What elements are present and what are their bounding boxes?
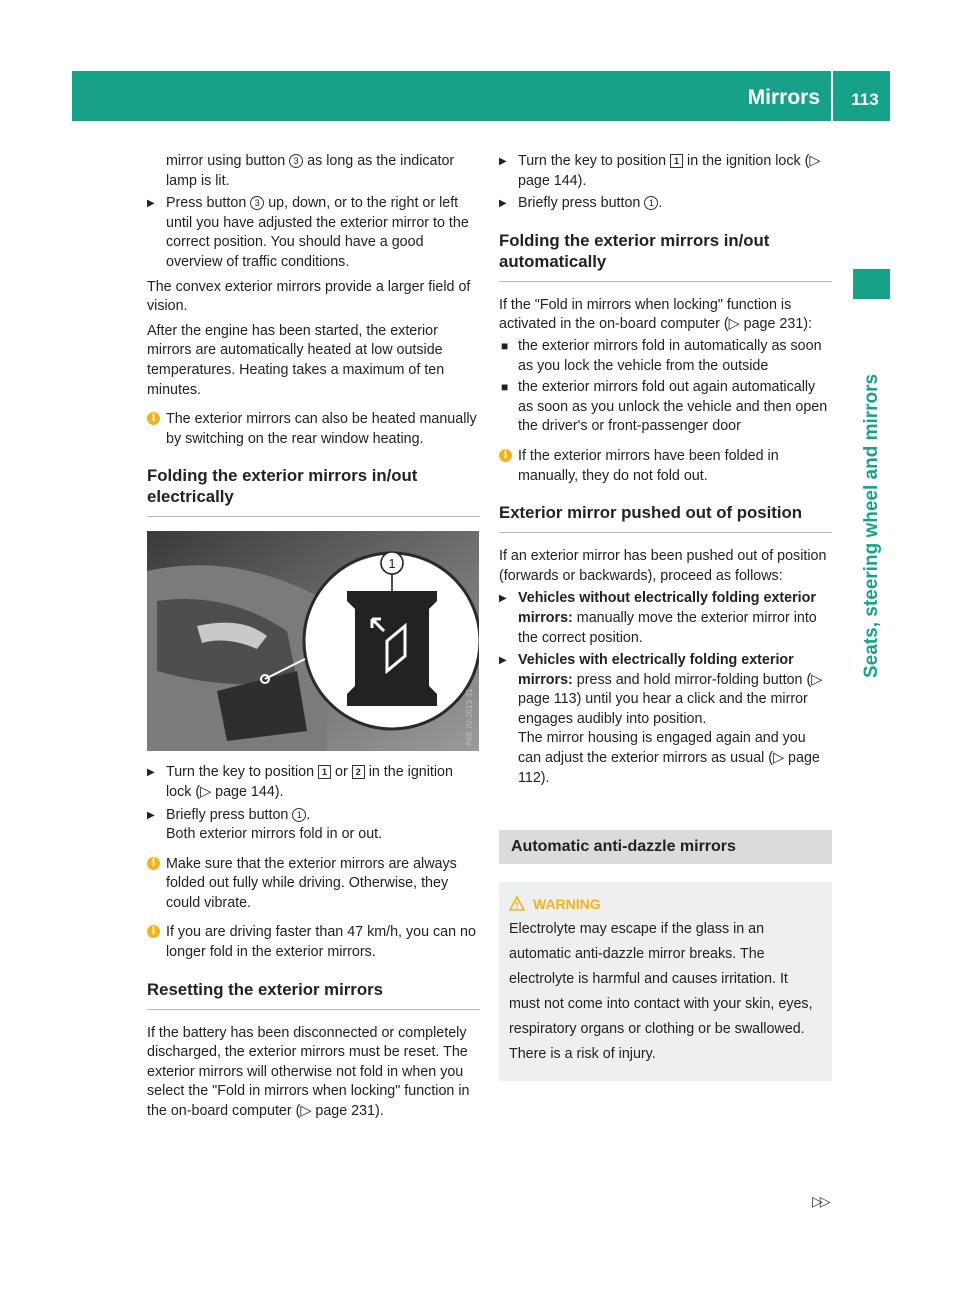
header-separator [831,71,833,121]
paragraph: The convex exterior mirrors provide a larger field of vision. [147,278,471,315]
instruction-step: ▶ Turn the key to position 1 or 2 in the ignition lock (▷ page 144). [147,764,453,800]
button-marker: 1 [292,808,306,822]
info-note: i If you are driving faster than 47 km/h, you can no longer fold in the exterior mirrors. [147,923,480,962]
section-heading: Exterior mirror pushed out of position [499,502,832,533]
side-tab [854,320,890,700]
button-marker: 3 [250,196,264,210]
step-arrow-icon: ▶ [147,767,155,779]
warning-title: WARNING [509,892,820,917]
instruction-step: ▶ Press button 3 up, down, or to the right or left until you have adjusted the exterior mirror to the correct position. You should have a good overview of traffic conditions. [147,195,469,270]
page-ref-icon: ▷ [728,316,740,333]
list-item: ■ the exterior mirrors fold out again automatically as soon as you unlock the vehicle and then open the driver's or front-passenger door [501,379,828,435]
page-reference[interactable]: page 231 [315,1103,376,1120]
page-reference[interactable]: page 144 [518,172,578,189]
page-number: 113 [851,90,879,109]
bullet-icon: ■ [501,338,509,353]
button-marker: 3 [289,154,303,168]
button-marker: 1 [644,196,658,210]
page-ref-icon: ▷ [300,1103,312,1120]
page-ref-icon: ▷ [811,671,823,688]
instruction-step: ▶ Briefly press button 1 . [499,194,832,214]
paragraph: If the battery has been disconnected or completely discharged, the exterior mirrors must be reset. The exterior mirrors will otherwise not fold in when you select the "Fold in mirrors when locking" function in the on-board computer (▷ page 231). [147,1024,470,1120]
bullet-icon: ■ [501,380,509,395]
info-note: i The exterior mirrors can also be heated manually by switching on the rear window heating. [147,410,480,449]
info-note: i If the exterior mirrors have been folded in manually, they do not fold out. [499,447,832,486]
instruction-step: ▶ Vehicles without electrically folding exterior mirrors: manually move the exterior mirror into the correct position. [499,590,817,646]
page-title: Mirrors [747,86,820,109]
warning-triangle-icon [509,896,525,911]
door-panel-illustration [147,531,479,751]
step-arrow-icon: ▶ [499,156,507,167]
page-ref-icon: ▷ [809,153,821,169]
page-reference[interactable]: page 113 [518,691,577,708]
info-icon: i [147,857,160,870]
paragraph: After the engine has been started, the exterior mirrors are automatically heated at low outside temperatures. Heating takes a maximum of ten minutes. [147,322,445,398]
info-icon: i [147,925,160,938]
page-reference[interactable]: page 112 [518,750,820,786]
continued-icon: ▷▷ [812,1193,828,1209]
paragraph: If the "Fold in mirrors when locking" function is activated in the on-board computer (▷ page 231): [499,296,813,333]
page-reference[interactable]: page 144 [215,783,275,800]
paragraph: If an exterior mirror has been pushed out of position (forwards or backwards), proceed as follows: [499,548,827,584]
door-panel-figure [147,531,479,751]
side-tab-label: Seats, steering wheel and mirrors [861,373,882,678]
page-ref-icon: ▷ [200,783,212,800]
key-position-marker: 2 [352,765,365,779]
step-arrow-icon: ▶ [499,198,507,210]
step-arrow-icon: ▶ [147,809,155,821]
page-ref-icon: ▷ [773,750,785,767]
info-note: i Make sure that the exterior mirrors are always folded out fully while driving. Otherwise, they could vibrate. [147,855,480,914]
step-arrow-icon: ▶ [499,593,507,605]
section-heading: Resetting the exterior mirrors [147,979,480,1010]
instruction-step: ▶ Vehicles with electrically folding exterior mirrors: press and hold mirror-folding button (▷ page 113) until you hear a click and the mirror engages audibly into position. The mirror housing is engaged again and you can adjust the exterior mirrors as usual (▷ page 112). [499,652,823,786]
warning-text: Electrolyte may escape if the glass in an automatic anti-dazzle mirror breaks. The electrolyte is harmful and causes irritation. It must not come into contact with your skin, eyes, respiratory organs or clothing or be swallowed. There is a risk of injury. [509,921,813,1063]
section-heading: Folding the exterior mirrors in/out automatically [499,230,832,282]
side-tab-marker [853,269,890,299]
right-column [499,152,832,1081]
key-position-marker: 1 [670,154,683,168]
info-icon: i [499,449,512,462]
step-arrow-icon: ▶ [499,655,507,667]
instruction-step: ▶ Turn the key to position 1 in the ignition lock (▷ page 144). [499,153,821,189]
step-arrow-icon: ▶ [147,198,155,210]
section-heading: Folding the exterior mirrors in/out electrically [147,465,480,517]
key-position-marker: 1 [318,765,331,779]
instruction-step: ▶ Briefly press button 1 . Both exterior mirrors fold in or out. [147,806,383,843]
figure-marker-1: 1 [388,556,396,572]
figure-code: P68.70-2613-31 [465,688,474,747]
left-column [147,152,480,1122]
page-reference[interactable]: page 231 [743,316,804,333]
warning-box [499,882,832,1081]
info-icon: i [147,412,160,425]
list-item: ■ the exterior mirrors fold in automatically as soon as you lock the vehicle from the outside [501,337,822,374]
paragraph: mirror using button 3 as long as the indicator lamp is lit. [166,153,455,189]
section-title-bar: Automatic anti-dazzle mirrors [499,830,832,864]
